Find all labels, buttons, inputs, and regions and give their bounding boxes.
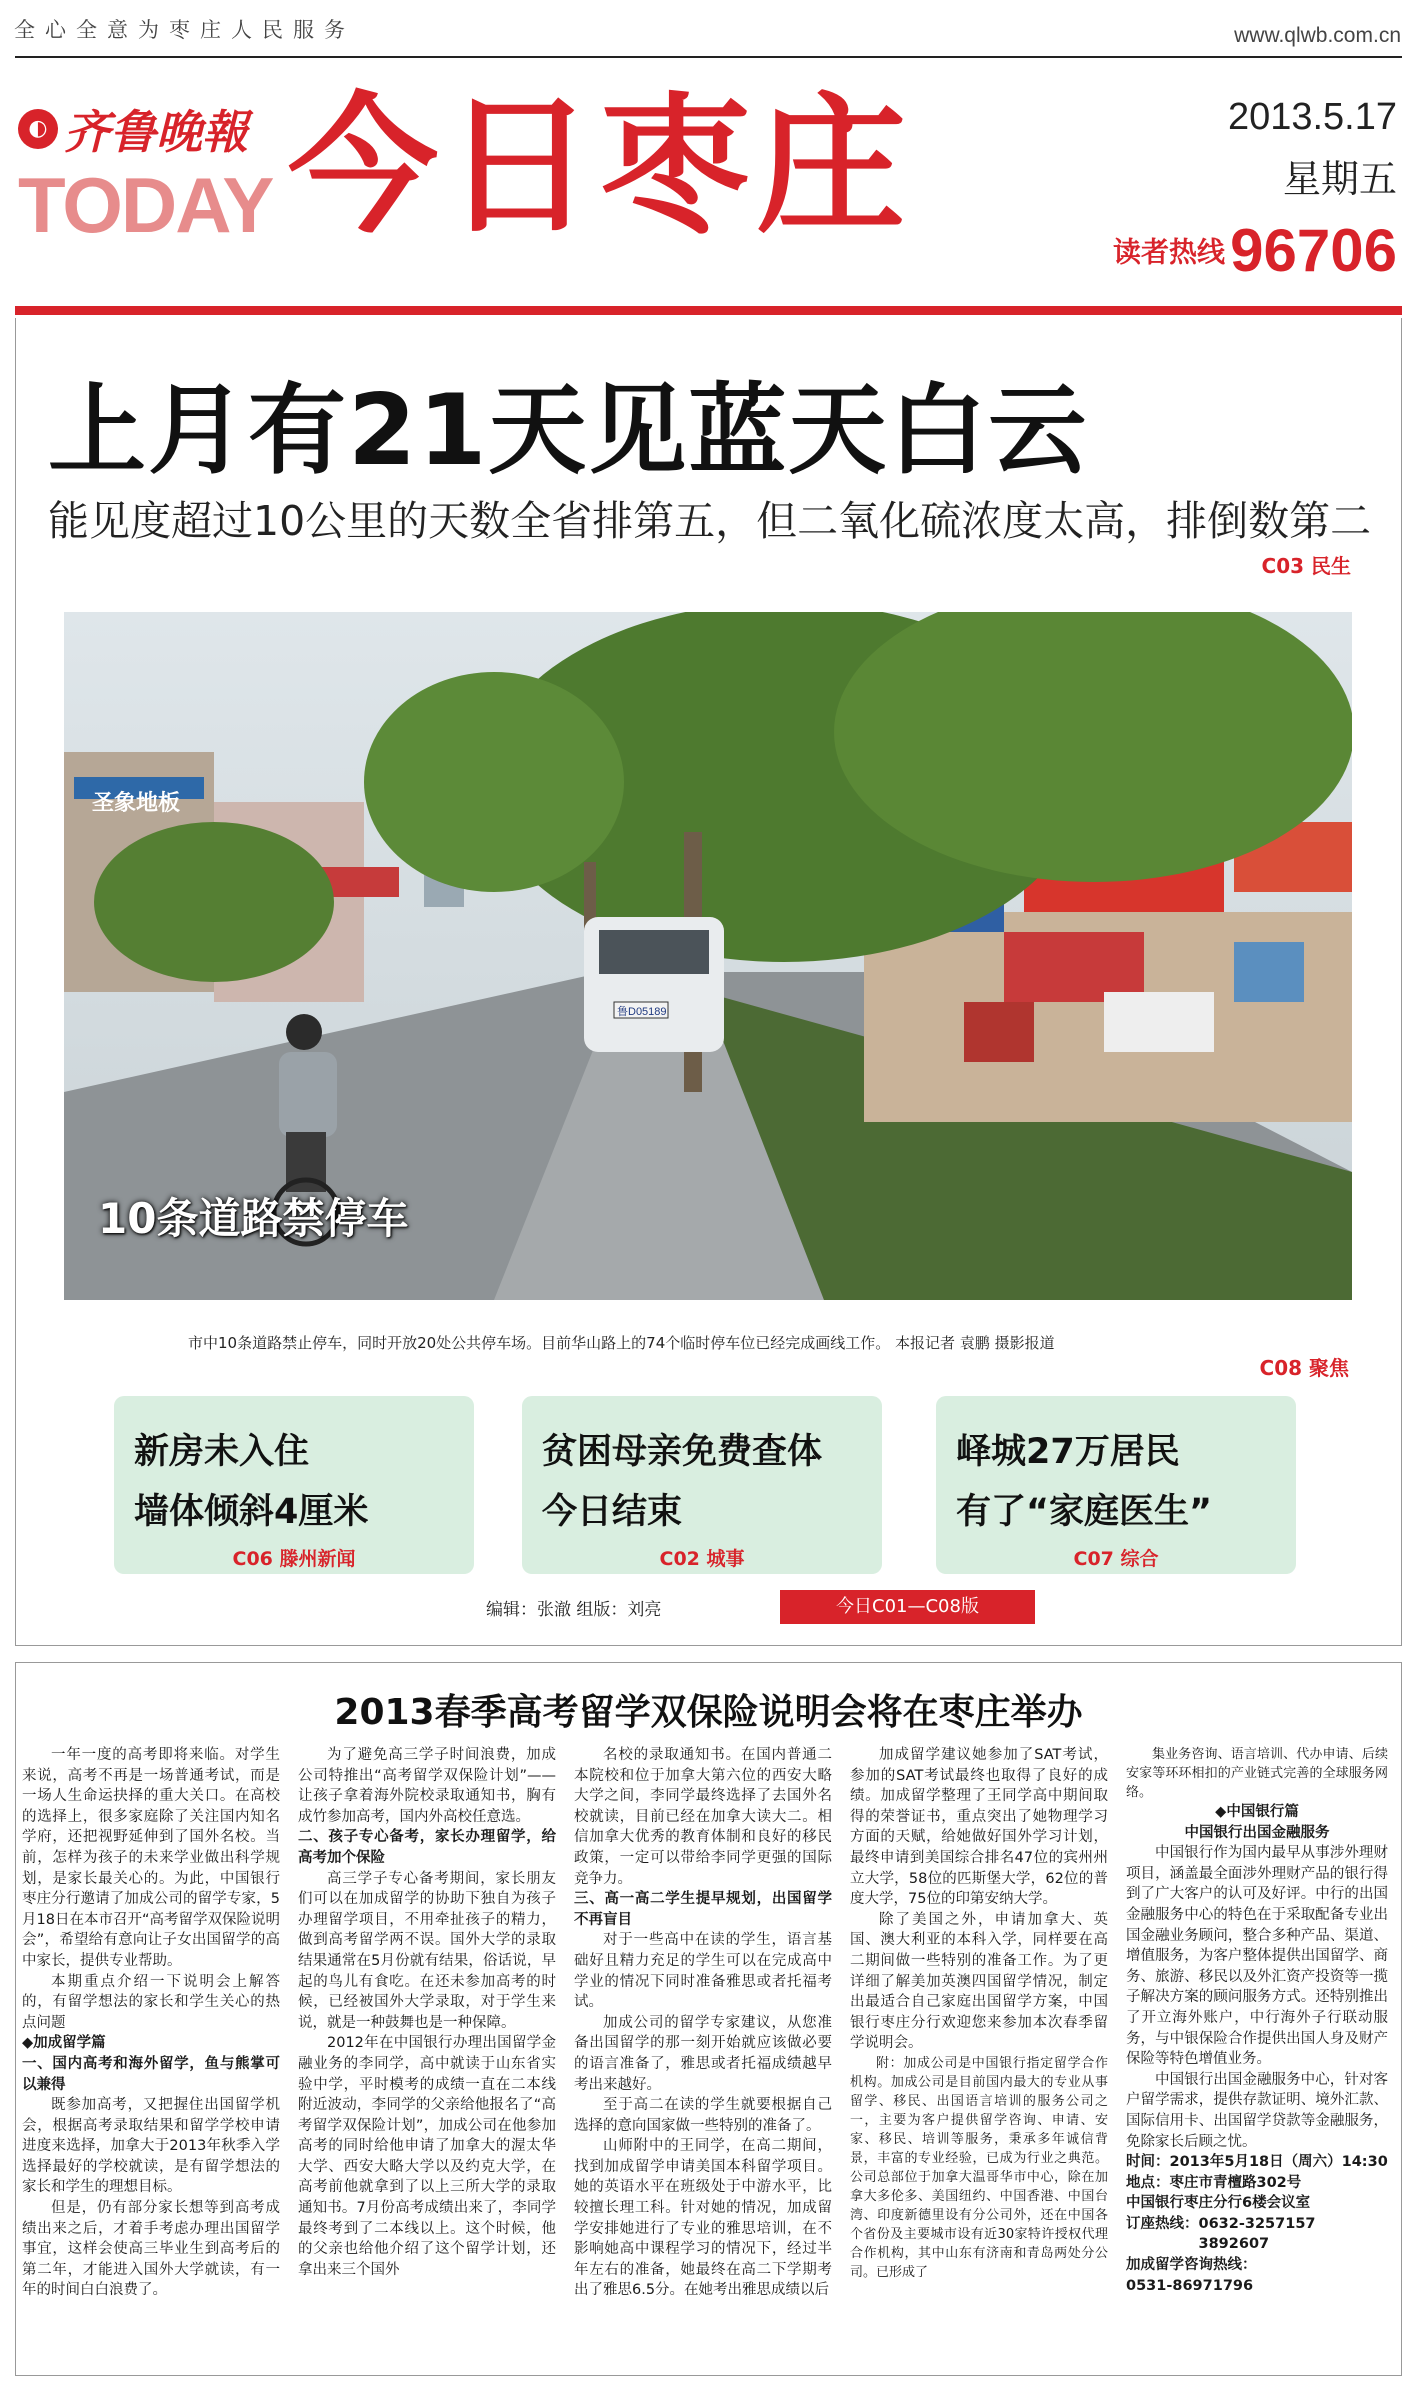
article-paragraph: 本期重点介绍一下说明会上解答的，有留学想法的家长和学生关心的热点问题: [22, 1973, 280, 2031]
article-paragraph: 对于一些高中在读的学生，语言基础好且精力充足的学生可以在完成高中学业的情况下同时准备雅思或者托福考试。: [574, 1932, 832, 2011]
site-url[interactable]: www.qlwb.com.cn: [1234, 24, 1401, 47]
teaser-line1: 新房未入住: [134, 1432, 310, 1472]
top-divider: [15, 56, 1402, 58]
teaser-line1: 贫困母亲免费查体: [542, 1432, 823, 1472]
issue-weekday: 星期五: [1282, 157, 1397, 201]
teaser-line2: 墙体倾斜4厘米: [134, 1492, 369, 1532]
lead-page-ref[interactable]: C03 民生: [1261, 554, 1351, 578]
article-title[interactable]: 2013春季高考留学双保险说明会将在枣庄举办: [334, 1692, 1083, 1733]
photo-note: 市中10条道路禁止停车，同时开放20处公共停车场。目前华山路上的74个临时停车位已经完成画线工作。 本报记者 袁鹏 摄影报道: [188, 1334, 1055, 1352]
lead-headline[interactable]: 上月有21天见蓝天白云: [48, 374, 1089, 488]
article-subheading: 3892607: [1126, 2236, 1270, 2253]
hotline-number: 96706: [1230, 217, 1397, 284]
teaser-ref: C07 综合: [1073, 1548, 1159, 1570]
article-paragraph: 名校的录取通知书。在国内普通二本院校和位于加拿大第六位的西安大略大学之间，李同学最终选择了去国外名校就读，目前已经在加拿大读大二。相信加拿大优秀的教育体制和良好的移民政策，一定可以带给李同学更强的国际竞争力。: [574, 1747, 832, 1887]
article-subheading: 三、高一高二学生提早规划，出国留学不再盲目: [574, 1891, 832, 1928]
article-paragraph: 但是，仍有部分家长想等到高考成绩出来之后，才着手考虑办理出国留学事宜，这样会使高三毕业生到高考后的第二年，才能进入国外大学就读，有一年的时间白白浪费了。: [22, 2200, 280, 2299]
article-subheading: 0531-86971796: [1126, 2277, 1254, 2294]
article-subheading: 时间：2013年5月18日（周六）14:30: [1126, 2154, 1388, 2171]
teaser-line2: 有了“家庭医生”: [956, 1492, 1213, 1532]
article-paragraph: 集业务咨询、语言培训、代办申请、后续安家等环环相扣的产业链式完善的全球服务网络。: [1126, 1747, 1388, 1800]
article-subheading: 加成留学咨询热线：: [1126, 2257, 1257, 2274]
article-paragraph: 2012年在中国银行办理出国留学金融业务的李同学，高中就读于山东省实验中学，平时模考的成绩一直在二本线附近波动，李同学的父亲给他报名了“高考留学双保险计划”，加成公司在他参加高考的同时给他申请了加拿大的渥太华大学、西安大略大学以及约克大学，在高考前他就拿到了以上三所大学的录取通知书。7月份高考成绩出来了，李同学最终考到了二本线以上。这个时候，他的父亲也给他介绍了这个留学计划，还拿出来三个国外: [298, 2035, 556, 2278]
article-column-4: [850, 1745, 1108, 2282]
photo-page-ref[interactable]: C08 聚焦: [1259, 1356, 1349, 1380]
article-paragraph: 除了美国之外，申请加拿大、英国、澳大利亚的本科入学，同样要在高二期间做一些特别的准备工作。为了更详细了解美加英澳四国留学情况，制定出最适合自己家庭出国留学方案，中国银行枣庄分行欢迎您来参加本次春季留学说明会。: [850, 1911, 1108, 2052]
teaser-card[interactable]: [936, 1396, 1296, 1574]
photo-sign-text: 圣象地板: [92, 791, 181, 816]
newspaper-logo: [18, 96, 268, 162]
edition-tag: 今日C01—C08版: [780, 1590, 1035, 1624]
article-paragraph: 加成留学建议她参加了SAT考试，参加的SAT考试最终也取得了良好的成绩。加成留学整理了王同学高中期间取得的荣誉证书，重点突出了她物理学习方面的天赋，给她做好国外学习计划，最终申请到美国综合排名47位的宾州州立大学，58位的匹斯堡大学，62位的普度大学，75位的印第安纳大学。: [850, 1747, 1108, 1908]
article-subheading: 地点：枣庄市青檀路302号: [1126, 2174, 1302, 2191]
article-column-5: [1126, 1745, 1388, 2296]
article-paragraph: 至于高二在读的学生就要根据自己选择的意向国家做一些特别的准备了。: [574, 2097, 832, 2134]
article-subheading: ◆中国银行篇: [1215, 1804, 1299, 1820]
teaser-line1: 峄城27万居民: [956, 1432, 1180, 1472]
teaser-ref: C06 滕州新闻: [232, 1548, 356, 1570]
article-paragraph: 加成公司的留学专家建议，从您准备出国留学的那一刻开始就应该做必要的语言准备了，雅思或者托福成绩越早考出来越好。: [574, 2014, 832, 2093]
masthead-title: 今日枣庄: [288, 80, 913, 254]
article-paragraph: 中国银行出国金融服务中心，针对客户留学需求，提供存款证明、境外汇款、国际信用卡、出国留学贷款等金融服务，免除家长后顾之忧。: [1126, 2071, 1388, 2150]
header-red-bar: [15, 306, 1402, 315]
photo-caption[interactable]: 10条道路禁停车: [98, 1194, 409, 1243]
article-paragraph: 既参加高考，又把握住出国留学机会，根据高考录取结果和留学学校申请进度来选择，加拿大于2013年秋季入学选择最好的学校就读，是有留学想法的家长和学生的理想目标。: [22, 2097, 280, 2196]
lead-subhead: 能见度超过10公里的天数全省排第五，但二氧化硫浓度太高，排倒数第二: [48, 497, 1372, 545]
article-subheading: 二、孩子专心备考，家长办理留学，给高考加个保险: [298, 1829, 556, 1866]
issue-date: 2013.5.17: [1227, 96, 1397, 138]
reader-hotline: [1113, 216, 1397, 285]
logo-today: TODAY: [18, 161, 273, 249]
editors-credit: 编辑：张澈 组版：刘亮: [486, 1600, 662, 1620]
article-paragraph: 为了避免高三学子时间浪费，加成公司特推出“高考留学双保险计划”——让孩子拿着海外院校录取通知书，胸有成竹参加高考，国内外高校任意选。: [298, 1747, 556, 1825]
teaser-ref: C02 城事: [659, 1548, 745, 1570]
logo-emblem-icon: ◐: [18, 109, 58, 149]
teaser-card[interactable]: [114, 1396, 474, 1574]
teaser-card[interactable]: [522, 1396, 882, 1574]
article-column-1: [22, 1745, 280, 2301]
article-paragraph: 山师附中的王同学，在高二期间，找到加成留学申请美国本科留学项目。她的英语水平在班级处于中游水平，比较擅长理工科。针对她的情况，加成留学安排她进行了专业的雅思培训，在不影响她高中课程学习的情况下，经过半年左右的准备，她最终在高二下学期考出了雅思6.5分。在她考出雅思成绩以后: [574, 2138, 832, 2299]
logo-chinese: 齐鲁晚報: [64, 105, 248, 159]
article-subheading: 订座热线：0632-3257157: [1126, 2215, 1316, 2232]
article-column-3: [574, 1745, 832, 2301]
article-subheading: ◆加成留学篇: [22, 2035, 106, 2052]
article-paragraph: 一年一度的高考即将来临。对学生来说，高考不再是一场普通考试，而是一场人生命运抉择的重大关口。在高校的选择上，很多家庭除了关注国内知名学府，还把视野延伸到了国外名校。当前，怎样为孩子的未来学业做出科学规划，是家长最关心的。为此，中国银行枣庄分行邀请了加成公司的留学专家，5月18日在本市召开“高考留学双保险说明会”，希望给有意向让子女出国留学的高中家长，提供专业帮助。: [22, 1747, 280, 1969]
article-subheading: 中国银行出国金融服务: [1184, 1824, 1330, 1841]
article-paragraph: 高三学子专心备考期间，家长朋友们可以在加成留学的协助下独自为孩子办理留学项目，不用牵扯孩子的精力，做到高考留学两不误。国外大学的录取结果通常在5月份就有结果，俗话说，早起的鸟儿有食吃。在还未参加高考的时候，已经被国外大学录取，对于学生来说，就是一种鼓舞也是一种保障。: [298, 1870, 556, 2031]
article-subheading: 中国银行枣庄分行6楼会议室: [1126, 2195, 1311, 2212]
article-paragraph: 中国银行作为国内最早从事涉外理财项目，涵盖最全面涉外理财产品的银行得到了广大客户的认可及好评。中行的出国金融服务中心的特色在于采取配备专业出国金融业务顾问，整合多种产品、渠道、增值服务，为客户整体提供出国留学、商务、旅游、移民以及外汇资产投资等一揽子解决方案的顾问服务方式。还特别推出了开立海外账户，中行海外子行联动服务，与中银保险合作提供出国人身及财产保险等特色增值业务。: [1126, 1845, 1388, 2068]
plate-text: 鲁D05189: [617, 1006, 667, 1018]
top-slogan: 全心全意为枣庄人民服务: [14, 18, 355, 42]
hotline-label: 读者热线: [1113, 235, 1226, 269]
article-column-2: [298, 1745, 556, 2280]
article-paragraph: 附：加成公司是中国银行指定留学合作机构。加成公司是目前国内最大的专业从事留学、移民、出国语言培训的服务公司之一，主要为客户提供留学咨询、申请、安家、移民、培训等服务，秉承多年诚信背景，丰富的专业经验，已成为行业之典范。公司总部位于加拿大温哥华市中心，除在加拿大多伦多、美国纽约、中国香港、中国台湾、印度新德里设有分公司外，还在中国各个省份及主要城市设有近30家特许授权代理合作机构，其中山东有济南和青岛两处分公司。已形成了: [850, 2055, 1108, 2280]
teaser-line2: 今日结束: [542, 1492, 683, 1532]
article-subheading: 一、国内高考和海外留学，鱼与熊掌可以兼得: [22, 2055, 280, 2093]
